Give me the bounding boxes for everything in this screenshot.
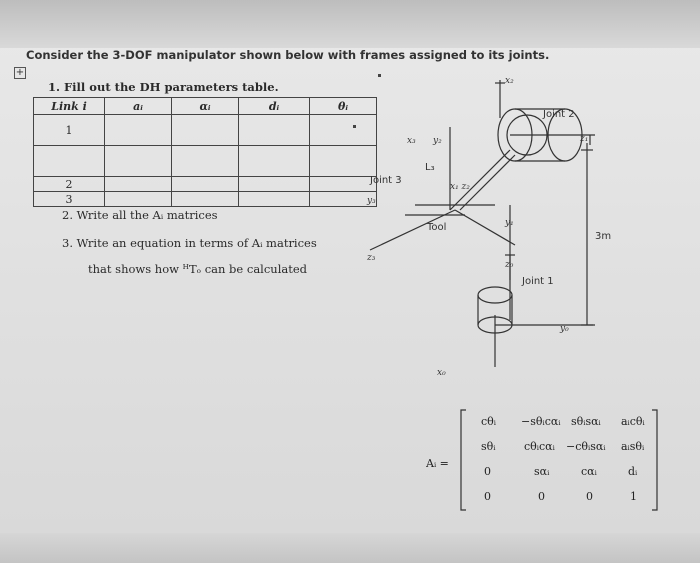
m-0-2: sθᵢsαᵢ (571, 415, 601, 428)
table-cell[interactable] (105, 115, 172, 146)
row-link-1: 1 (34, 115, 105, 146)
label-x3: x₃ (407, 136, 416, 146)
label-x1z2: x₁ z₂ (450, 182, 470, 192)
left-bracket (461, 410, 466, 510)
table-cell[interactable] (34, 146, 105, 177)
label-y3: y₃ (367, 196, 376, 206)
m-0-1: −sθᵢcαᵢ (521, 415, 561, 428)
header-d: dᵢ (239, 98, 310, 115)
label-joint3: Joint 3 (370, 175, 402, 186)
label-joint2: Joint 2 (543, 109, 575, 120)
dh-transformation-matrix (426, 405, 676, 515)
question-3-continued: that shows how ᴴTₒ can be calculated (88, 262, 308, 276)
table-cell[interactable] (172, 115, 239, 146)
label-l3: L₃ (425, 162, 435, 173)
label-x0: x₀ (437, 368, 446, 378)
header-link: Link i (34, 98, 105, 115)
table-cell[interactable] (105, 146, 172, 177)
table-cell[interactable] (239, 192, 310, 207)
table-cell[interactable] (172, 192, 239, 207)
table-cell[interactable] (105, 192, 172, 207)
row-link-2: 2 (34, 177, 105, 192)
table-row (34, 115, 377, 146)
label-y1: y₁ (505, 218, 514, 228)
table-cell[interactable] (105, 177, 172, 192)
table-row (34, 146, 377, 177)
problem-title: Consider the 3-DOF manipulator shown below with frames assigned to its joints. (26, 48, 550, 62)
label-y0: y₀ (560, 324, 569, 334)
m-1-3: aᵢsθᵢ (621, 440, 645, 453)
question-3: 3. Write an equation in terms of Aᵢ matrices (62, 236, 317, 250)
m-0-0: cθᵢ (481, 415, 496, 428)
expand-plus-icon[interactable]: + (15, 67, 25, 78)
m-3-1: 0 (538, 490, 545, 503)
row-link-3: 3 (34, 192, 105, 207)
header-alpha: αᵢ (172, 98, 239, 115)
m-0-3: aᵢcθᵢ (621, 415, 645, 428)
m-1-2: −cθᵢsαᵢ (566, 440, 606, 453)
label-z0: z₀ (505, 260, 514, 270)
link-2 (450, 150, 510, 210)
label-height: 3m (595, 231, 612, 242)
label-x2: x₂ (505, 76, 514, 86)
right-bracket (652, 410, 657, 510)
m-2-2: cαᵢ (581, 465, 597, 478)
m-1-0: sθᵢ (481, 440, 496, 453)
question-2: 2. Write all the Aᵢ matrices (62, 208, 218, 222)
table-cell[interactable] (239, 146, 310, 177)
label-z3: z₃ (367, 253, 376, 263)
header-theta: θᵢ (310, 98, 377, 115)
bottom-shadow (0, 533, 700, 563)
table-cell[interactable] (172, 177, 239, 192)
matrix-lhs: Aᵢ = (426, 457, 449, 470)
table-cell[interactable] (239, 177, 310, 192)
table-row (34, 192, 377, 207)
top-shadow (0, 0, 700, 48)
joint1-top (478, 287, 512, 303)
m-3-0: 0 (484, 490, 491, 503)
m-3-2: 0 (586, 490, 593, 503)
question-1: 1. Fill out the DH parameters table. (48, 80, 279, 94)
label-z1: z₁ (580, 134, 589, 144)
m-3-3: 1 (630, 490, 637, 503)
table-header-row (34, 98, 377, 115)
table-row (34, 177, 377, 192)
m-2-0: 0 (484, 465, 491, 478)
label-tool: Tool (427, 222, 447, 233)
table-cell[interactable] (172, 146, 239, 177)
m-1-1: cθᵢcαᵢ (524, 440, 555, 453)
dh-parameter-table (33, 97, 377, 207)
label-y2: y₂ (433, 136, 442, 146)
m-2-1: sαᵢ (534, 465, 550, 478)
header-a: aᵢ (105, 98, 172, 115)
label-joint1: Joint 1 (522, 276, 554, 287)
table-cell[interactable] (239, 115, 310, 146)
manipulator-diagram (355, 55, 675, 385)
m-2-3: dᵢ (628, 465, 638, 478)
